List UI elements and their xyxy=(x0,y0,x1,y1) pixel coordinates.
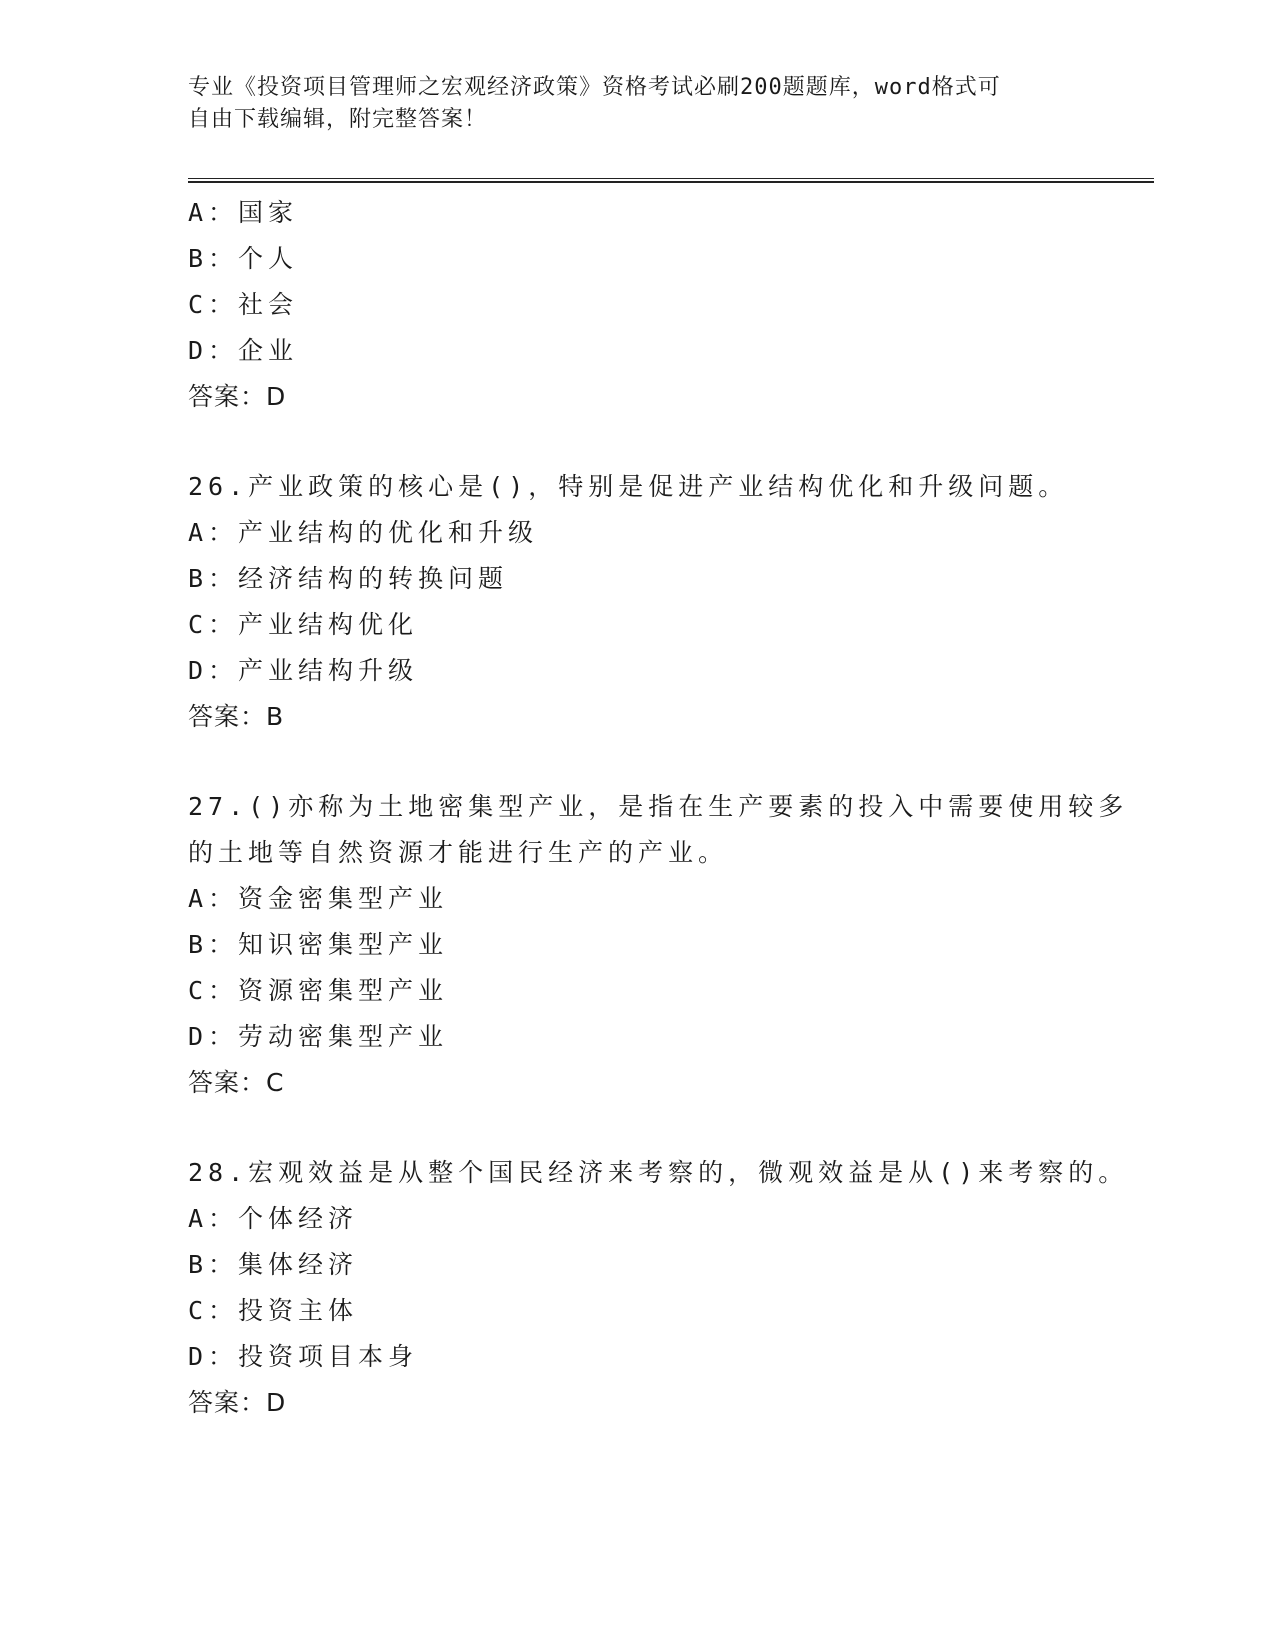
header-divider xyxy=(188,178,1154,183)
option-c: C：资源密集型产业 xyxy=(188,976,449,1005)
header-line-1: 专业《投资项目管理师之宏观经济政策》资格考试必刷200题题库，word格式可 xyxy=(188,75,1001,100)
option-d: D：产业结构升级 xyxy=(188,656,419,685)
question-28 xyxy=(188,1150,1129,1426)
option-d: D：投资项目本身 xyxy=(188,1342,419,1371)
option-a: A：个体经济 xyxy=(188,1204,359,1233)
option-a: A：国家 xyxy=(188,198,299,227)
question-text: 28.宏观效益是从整个国民经济来考察的，微观效益是从()来考察的。 xyxy=(188,1158,1129,1187)
answer: 答案：C xyxy=(188,1068,285,1097)
question-text: 26.产业政策的核心是()，特别是促进产业结构优化和升级问题。 xyxy=(188,472,1069,501)
option-c: C：社会 xyxy=(188,290,299,319)
header-line-2: 自由下载编辑，附完整答案！ xyxy=(188,107,488,132)
document-header xyxy=(188,72,1068,136)
option-b: B：经济结构的转换问题 xyxy=(188,564,509,593)
option-c: C：投资主体 xyxy=(188,1296,359,1325)
question-list xyxy=(188,190,1129,1426)
option-b: B：知识密集型产业 xyxy=(188,930,449,959)
option-b: B：个人 xyxy=(188,244,299,273)
option-a: A：产业结构的优化和升级 xyxy=(188,518,539,547)
option-b: B：集体经济 xyxy=(188,1250,359,1279)
question-text-line-1: 27.()亦称为土地密集型产业，是指在生产要素的投入中需要使用较多 xyxy=(188,792,1129,821)
option-d: D：劳动密集型产业 xyxy=(188,1022,449,1051)
question-text-line-2: 的土地等自然资源才能进行生产的产业。 xyxy=(188,838,729,867)
answer: 答案：D xyxy=(188,1388,287,1417)
question-26 xyxy=(188,464,1088,740)
option-c: C：产业结构优化 xyxy=(188,610,419,639)
option-d: D：企业 xyxy=(188,336,299,365)
question-25 xyxy=(188,190,1088,420)
option-a: A：资金密集型产业 xyxy=(188,884,449,913)
answer: 答案：D xyxy=(188,382,287,411)
answer: 答案：B xyxy=(188,702,285,731)
question-27 xyxy=(188,784,1129,1106)
